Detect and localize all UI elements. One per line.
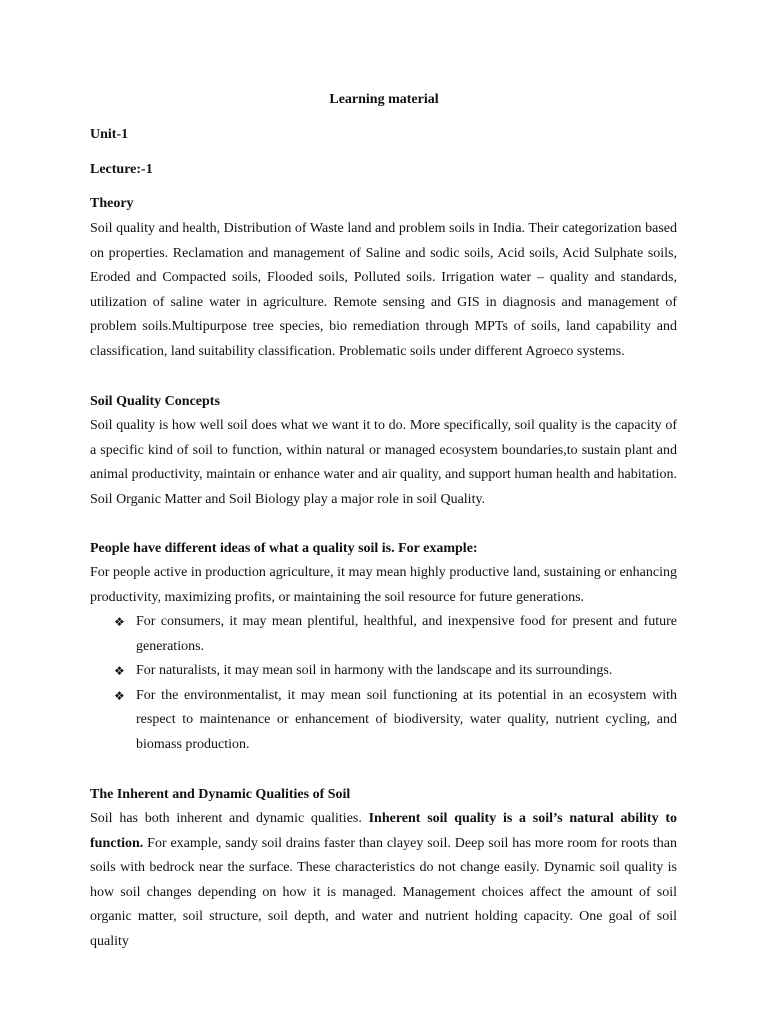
quality-ideas-heading: People have different ideas of what a quality soil is. For example: (90, 541, 478, 556)
page-title: Learning material (329, 92, 439, 107)
diamond-bullet-icon: ❖ (114, 664, 125, 679)
lecture-heading: Lecture:-1 (90, 162, 153, 177)
inherent-dynamic-paragraph: Soil has both inherent and dynamic qualities. Inherent soil quality is a soil’s natural ability to function. For example, sandy soil drains faster than clayey soil. Deep soil has more room for roots than soils with bedrock near the surface. These characteristics do not change easily. Dynamic soil quality is how soil changes depending on how it is managed. Management choices affect the amount of soil organic matter, soil structure, soil depth, and water and nutrient holding capacity. One goal of soil quality (90, 811, 677, 949)
theory-heading: Theory (90, 196, 134, 211)
quality-ideas-paragraph: For people active in production agriculture, it may mean highly productive land, sustaining or enhancing productivity, maximizing profits, or maintaining the soil resource for future generations. (90, 565, 677, 605)
inherent-dynamic-heading: The Inherent and Dynamic Qualities of Soil (90, 787, 351, 802)
list-item: ❖ For consumers, it may mean plentiful, healthful, and inexpensive food for present and future generations. (114, 610, 677, 659)
theory-paragraph: Soil quality and health, Distribution of Waste land and problem soils in India. Their categorization based on properties. Reclamation and management of Saline and sodic soils, Acid soils, Acid Sulphate soils, Eroded and Compacted soils, Flooded soils, Polluted soils. Irrigation water – quality and standards, utilization of saline water in agriculture. Remote sensing and GIS in diagnosis and management of problem soils.Multipurpose tree species, bio remediation through MPTs of soils, land capability and classification, land suitability classification. Problematic soils under different Agroeco systems. (90, 221, 677, 359)
list-item: ❖ For the environmentalist, it may mean soil functioning at its potential in an ecosystem with respect to maintenance or enhancement of biodiversity, water quality, nutrient cycling, and biomass production. (114, 684, 677, 758)
diamond-bullet-icon: ❖ (114, 615, 125, 629)
unit-heading: Unit-1 (90, 127, 129, 142)
soil-quality-concepts-heading: Soil Quality Concepts (90, 394, 220, 409)
inherent-quality-emphasis: Inherent soil quality is a soil’s natural ability to function. (90, 811, 677, 851)
list-item: ❖ For naturalists, it may mean soil in harmony with the landscape and its surroundings. (114, 659, 677, 684)
diamond-bullet-icon: ❖ (114, 688, 125, 703)
soil-quality-concepts-paragraph: Soil quality is how well soil does what we want it to do. More specifically, soil quality is the capacity of a specific kind of soil to function, within natural or managed ecosystem boundaries,to sustain plant and animal productivity, maintain or enhance water and air quality, and support human health and habitation. Soil Organic Matter and Soil Biology play a major role in soil Quality. (90, 418, 677, 507)
quality-ideas-list (114, 610, 677, 758)
